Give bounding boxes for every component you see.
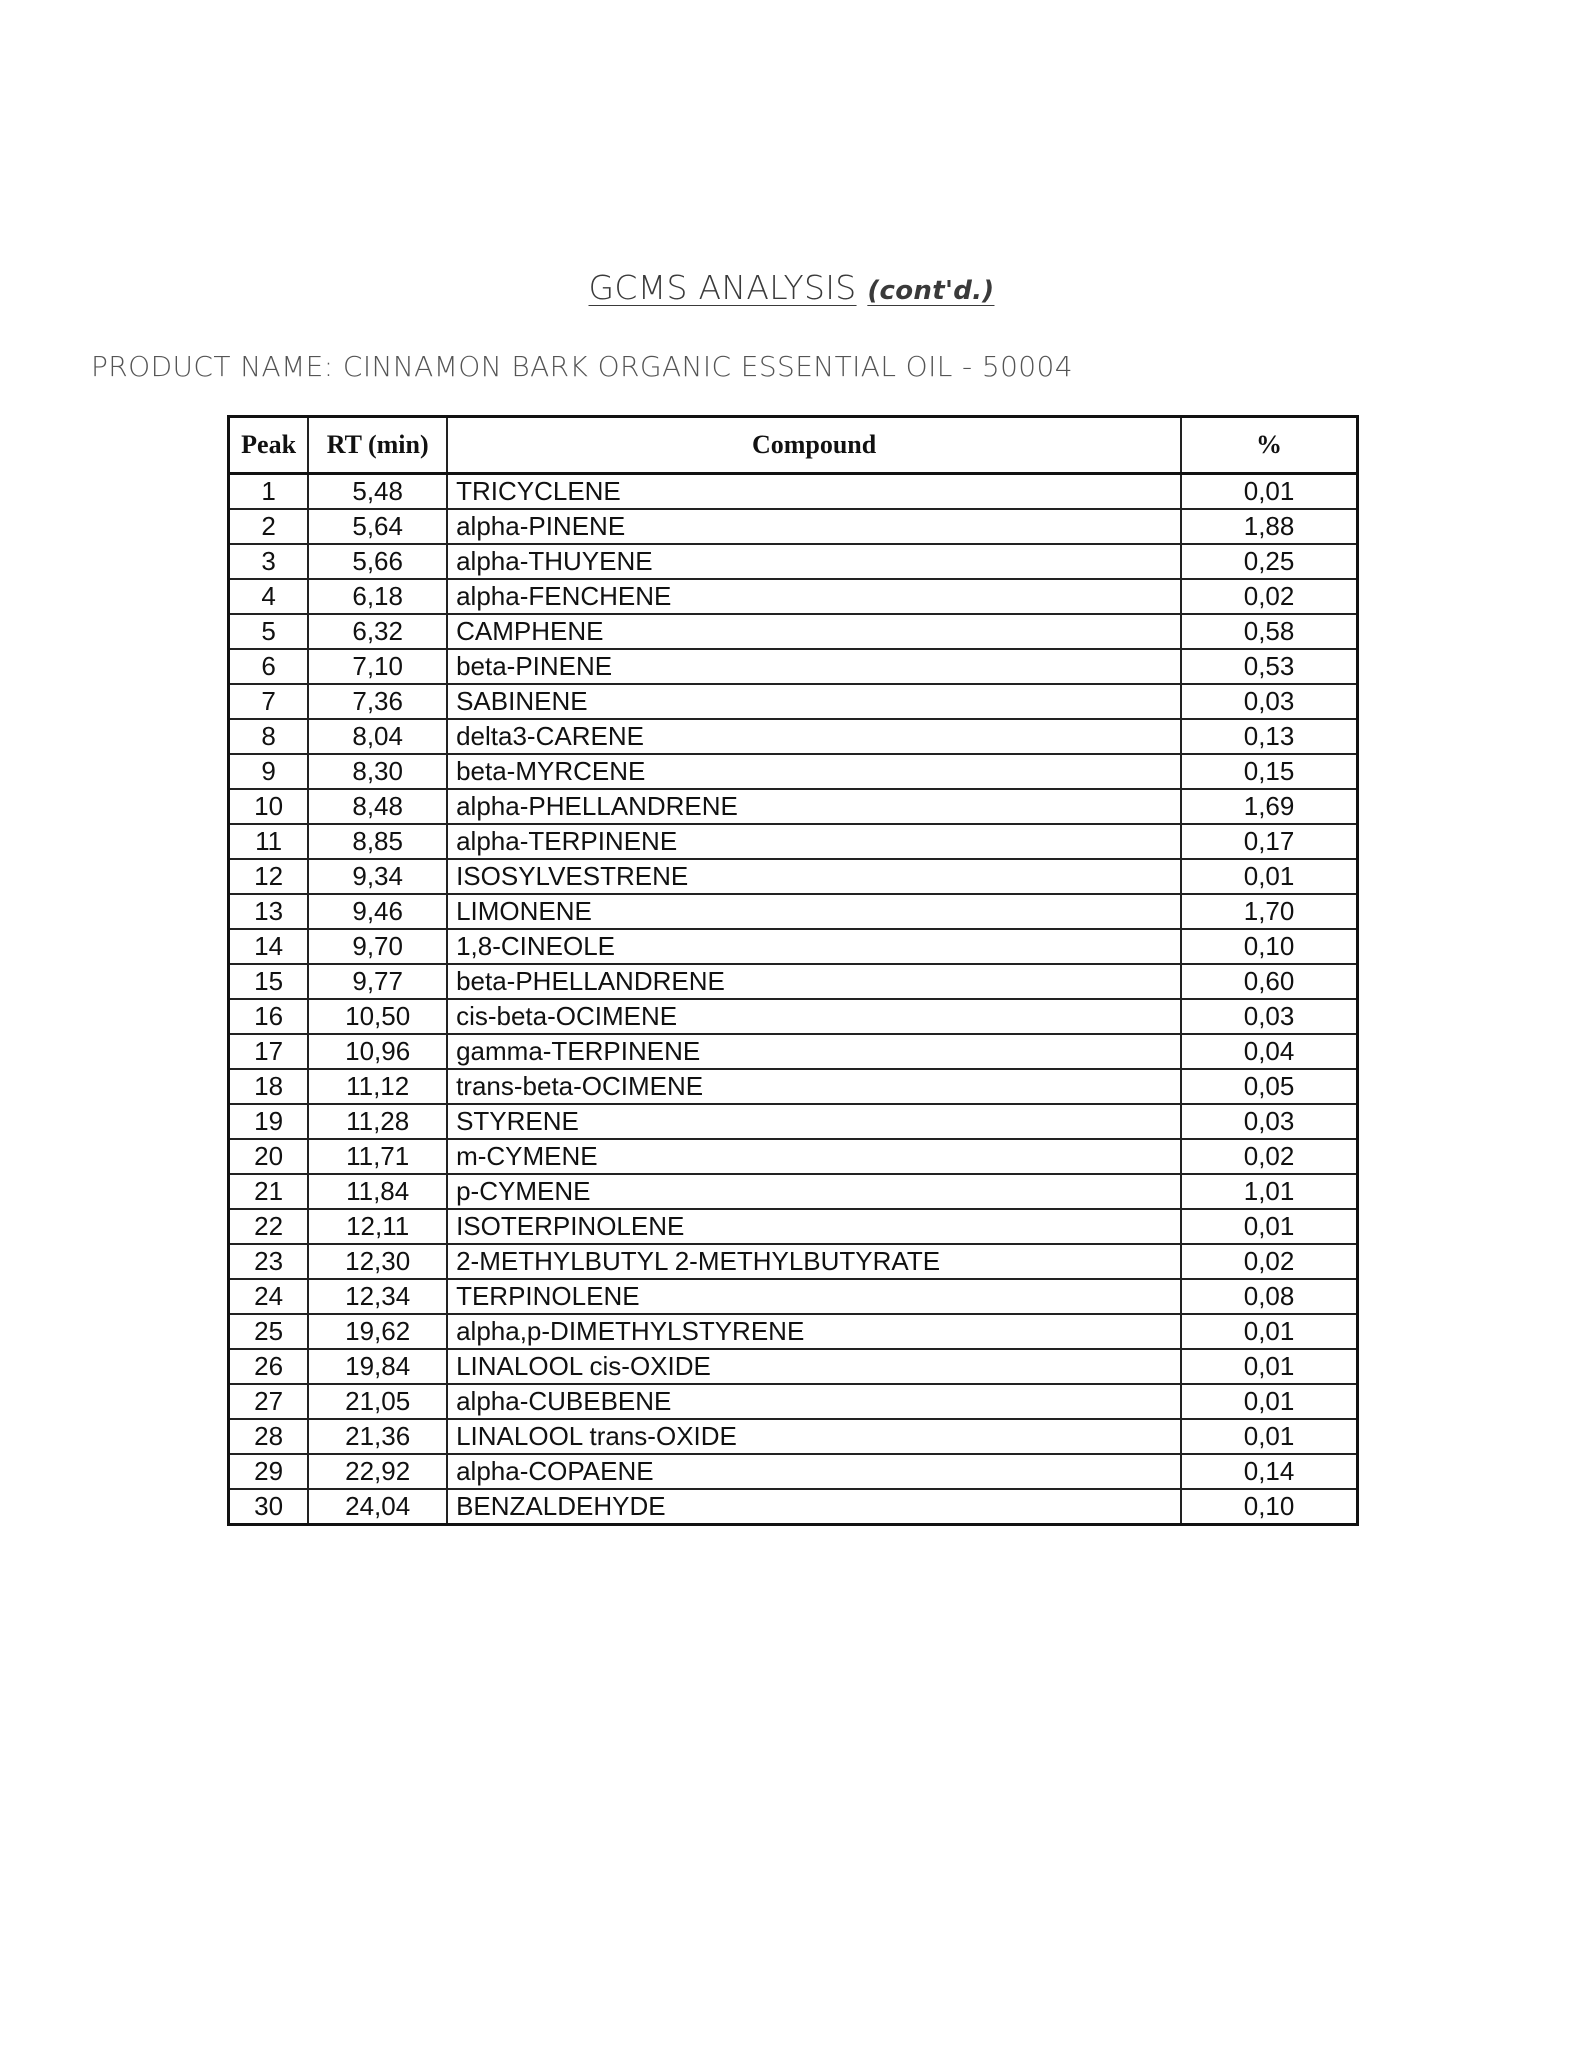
cell-percent: 0,03: [1181, 999, 1357, 1034]
table-row: [229, 579, 1358, 614]
table-row: [229, 1069, 1358, 1104]
cell-compound: delta3-CARENE: [447, 719, 1181, 754]
cell-percent: 0,01: [1181, 1419, 1357, 1454]
cell-percent: 0,60: [1181, 964, 1357, 999]
cell-percent: 0,10: [1181, 929, 1357, 964]
cell-compound: beta-PHELLANDRENE: [447, 964, 1181, 999]
cell-rt: 11,71: [308, 1139, 447, 1174]
cell-compound: alpha-PHELLANDRENE: [447, 789, 1181, 824]
table-row: [229, 929, 1358, 964]
cell-percent: 0,15: [1181, 754, 1357, 789]
cell-percent: 0,03: [1181, 1104, 1357, 1139]
table-header-row: [229, 417, 1358, 474]
table-row: [229, 789, 1358, 824]
cell-percent: 1,69: [1181, 789, 1357, 824]
cell-peak: 5: [229, 614, 309, 649]
cell-percent: 0,02: [1181, 579, 1357, 614]
cell-peak: 23: [229, 1244, 309, 1279]
cell-peak: 6: [229, 649, 309, 684]
cell-compound: cis-beta-OCIMENE: [447, 999, 1181, 1034]
table-row: [229, 1489, 1358, 1525]
cell-percent: 1,01: [1181, 1174, 1357, 1209]
cell-percent: 1,70: [1181, 894, 1357, 929]
cell-rt: 12,30: [308, 1244, 447, 1279]
document-title: [0, 268, 1583, 307]
cell-rt: 8,48: [308, 789, 447, 824]
cell-rt: 5,66: [308, 544, 447, 579]
cell-rt: 7,10: [308, 649, 447, 684]
table-row: [229, 1384, 1358, 1419]
cell-peak: 28: [229, 1419, 309, 1454]
cell-compound: alpha,p-DIMETHYLSTYRENE: [447, 1314, 1181, 1349]
cell-rt: 9,34: [308, 859, 447, 894]
cell-peak: 27: [229, 1384, 309, 1419]
cell-rt: 6,32: [308, 614, 447, 649]
cell-percent: 0,01: [1181, 474, 1357, 510]
table-row: [229, 1209, 1358, 1244]
cell-compound: trans-beta-OCIMENE: [447, 1069, 1181, 1104]
cell-peak: 20: [229, 1139, 309, 1174]
cell-rt: 10,50: [308, 999, 447, 1034]
cell-peak: 26: [229, 1349, 309, 1384]
cell-compound: 1,8-CINEOLE: [447, 929, 1181, 964]
table-row: [229, 1174, 1358, 1209]
cell-compound: beta-MYRCENE: [447, 754, 1181, 789]
cell-rt: 8,04: [308, 719, 447, 754]
cell-compound: beta-PINENE: [447, 649, 1181, 684]
table-row: [229, 1104, 1358, 1139]
cell-peak: 3: [229, 544, 309, 579]
cell-compound: BENZALDEHYDE: [447, 1489, 1181, 1525]
table-row: [229, 964, 1358, 999]
cell-compound: STYRENE: [447, 1104, 1181, 1139]
table-row: [229, 684, 1358, 719]
cell-rt: 8,30: [308, 754, 447, 789]
table-row: [229, 1314, 1358, 1349]
cell-percent: 0,53: [1181, 649, 1357, 684]
cell-peak: 17: [229, 1034, 309, 1069]
table-row: [229, 614, 1358, 649]
cell-percent: 0,03: [1181, 684, 1357, 719]
cell-peak: 4: [229, 579, 309, 614]
cell-rt: 7,36: [308, 684, 447, 719]
cell-rt: 11,28: [308, 1104, 447, 1139]
cell-rt: 12,11: [308, 1209, 447, 1244]
cell-rt: 11,12: [308, 1069, 447, 1104]
cell-compound: alpha-THUYENE: [447, 544, 1181, 579]
cell-percent: 0,58: [1181, 614, 1357, 649]
cell-compound: ISOTERPINOLENE: [447, 1209, 1181, 1244]
table-row: [229, 1034, 1358, 1069]
cell-peak: 7: [229, 684, 309, 719]
table-row: [229, 1349, 1358, 1384]
cell-peak: 19: [229, 1104, 309, 1139]
cell-rt: 9,70: [308, 929, 447, 964]
table-row: [229, 859, 1358, 894]
cell-peak: 8: [229, 719, 309, 754]
cell-compound: CAMPHENE: [447, 614, 1181, 649]
cell-compound: LINALOOL cis-OXIDE: [447, 1349, 1181, 1384]
cell-percent: 0,01: [1181, 1209, 1357, 1244]
cell-compound: alpha-PINENE: [447, 509, 1181, 544]
table-row: [229, 509, 1358, 544]
table-row: [229, 544, 1358, 579]
cell-rt: 21,36: [308, 1419, 447, 1454]
cell-percent: 0,17: [1181, 824, 1357, 859]
cell-percent: 0,14: [1181, 1454, 1357, 1489]
table-row: [229, 649, 1358, 684]
header-peak: Peak: [229, 417, 309, 474]
cell-percent: 0,01: [1181, 1349, 1357, 1384]
cell-compound: ISOSYLVESTRENE: [447, 859, 1181, 894]
table-row: [229, 999, 1358, 1034]
cell-percent: 0,10: [1181, 1489, 1357, 1525]
table-row: [229, 474, 1358, 510]
cell-peak: 12: [229, 859, 309, 894]
title-main: GCMS ANALYSIS: [588, 268, 857, 307]
cell-rt: 5,64: [308, 509, 447, 544]
cell-percent: 0,25: [1181, 544, 1357, 579]
cell-peak: 10: [229, 789, 309, 824]
header-percent: %: [1181, 417, 1357, 474]
table-row: [229, 754, 1358, 789]
cell-rt: 11,84: [308, 1174, 447, 1209]
cell-compound: alpha-TERPINENE: [447, 824, 1181, 859]
cell-rt: 19,62: [308, 1314, 447, 1349]
cell-rt: 5,48: [308, 474, 447, 510]
cell-compound: LINALOOL trans-OXIDE: [447, 1419, 1181, 1454]
cell-compound: gamma-TERPINENE: [447, 1034, 1181, 1069]
cell-peak: 24: [229, 1279, 309, 1314]
cell-rt: 19,84: [308, 1349, 447, 1384]
product-name-line: PRODUCT NAME: CINNAMON BARK ORGANIC ESSENTIAL OIL - 50004: [91, 350, 1073, 383]
cell-rt: 22,92: [308, 1454, 447, 1489]
cell-peak: 14: [229, 929, 309, 964]
cell-percent: 0,02: [1181, 1139, 1357, 1174]
cell-compound: SABINENE: [447, 684, 1181, 719]
cell-percent: 0,08: [1181, 1279, 1357, 1314]
table-row: [229, 1419, 1358, 1454]
cell-peak: 30: [229, 1489, 309, 1525]
cell-compound: alpha-FENCHENE: [447, 579, 1181, 614]
cell-compound: 2-METHYLBUTYL 2-METHYLBUTYRATE: [447, 1244, 1181, 1279]
cell-rt: 12,34: [308, 1279, 447, 1314]
cell-percent: 1,88: [1181, 509, 1357, 544]
cell-percent: 0,01: [1181, 859, 1357, 894]
table-body: [229, 474, 1358, 1525]
table-row: [229, 1244, 1358, 1279]
cell-percent: 0,04: [1181, 1034, 1357, 1069]
cell-peak: 18: [229, 1069, 309, 1104]
table-row: [229, 1279, 1358, 1314]
cell-peak: 21: [229, 1174, 309, 1209]
cell-peak: 13: [229, 894, 309, 929]
cell-rt: 6,18: [308, 579, 447, 614]
cell-peak: 15: [229, 964, 309, 999]
cell-compound: LIMONENE: [447, 894, 1181, 929]
gcms-table: [227, 415, 1359, 1526]
cell-peak: 2: [229, 509, 309, 544]
cell-peak: 25: [229, 1314, 309, 1349]
cell-rt: 8,85: [308, 824, 447, 859]
cell-peak: 1: [229, 474, 309, 510]
header-rt: RT (min): [308, 417, 447, 474]
cell-percent: 0,02: [1181, 1244, 1357, 1279]
cell-rt: 9,46: [308, 894, 447, 929]
cell-compound: TERPINOLENE: [447, 1279, 1181, 1314]
table-row: [229, 719, 1358, 754]
cell-percent: 0,05: [1181, 1069, 1357, 1104]
cell-rt: 24,04: [308, 1489, 447, 1525]
cell-compound: alpha-COPAENE: [447, 1454, 1181, 1489]
cell-rt: 10,96: [308, 1034, 447, 1069]
title-suffix: (cont'd.): [867, 276, 995, 306]
cell-compound: alpha-CUBEBENE: [447, 1384, 1181, 1419]
table-row: [229, 1454, 1358, 1489]
table-row: [229, 894, 1358, 929]
cell-rt: 21,05: [308, 1384, 447, 1419]
cell-compound: TRICYCLENE: [447, 474, 1181, 510]
table-row: [229, 824, 1358, 859]
table-row: [229, 1139, 1358, 1174]
cell-peak: 29: [229, 1454, 309, 1489]
cell-peak: 16: [229, 999, 309, 1034]
cell-peak: 11: [229, 824, 309, 859]
cell-peak: 9: [229, 754, 309, 789]
cell-rt: 9,77: [308, 964, 447, 999]
cell-compound: p-CYMENE: [447, 1174, 1181, 1209]
cell-percent: 0,01: [1181, 1384, 1357, 1419]
cell-peak: 22: [229, 1209, 309, 1244]
header-compound: Compound: [447, 417, 1181, 474]
cell-percent: 0,13: [1181, 719, 1357, 754]
cell-compound: m-CYMENE: [447, 1139, 1181, 1174]
cell-percent: 0,01: [1181, 1314, 1357, 1349]
